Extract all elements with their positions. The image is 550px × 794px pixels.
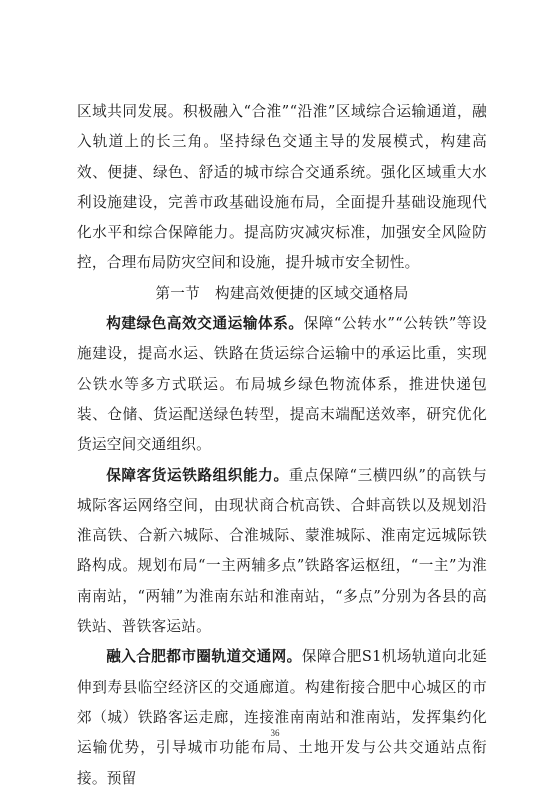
paragraph-text: 重点保障“三横四纵”的高铁与城际客运网络空间，由现状商合杭高铁、合蚌高铁以及规划沿淮高铁、合新六城际、合淮城际、蒙淮城际、淮南定远城际铁路构成。规划布局“一主两辅多点”铁路客运枢纽，“一主”为淮南南站，“两辅”为淮南东站和淮南站，“多点”分别为各县的高铁站、普铁客运站。	[77, 466, 487, 636]
paragraph-hefei-rail	[77, 642, 487, 793]
paragraph-lead: 构建绿色高效交通运输体系。	[106, 315, 304, 333]
paragraph-text: 保障合肥S1机场轨道向北延伸到寿县临空经济区的交通廊道。构建衔接合肥中心城区的市郊（城）铁路客运走廊，连接淮南南站和淮南站，发挥集约化运输优势，引导城市功能布局、土地开发与公共交通站点衔接。预留	[77, 648, 487, 787]
paragraph-text: 保障“公转水”“公转铁”等设施建设，提高水运、铁路在货运综合运输中的承运比重，实现公铁水等多方式联运。布局城乡绿色物流体系，推进快递包装、仓储、货运配送绿色转型，提高末端配送效率，研究优化货运空间交通组织。	[77, 315, 488, 454]
paragraph-railway-capacity	[77, 461, 487, 643]
paragraph-green-transport	[77, 309, 487, 460]
paragraph-lead: 融入合肥都市圈轨道交通网。	[106, 648, 302, 666]
paragraph-regional-development	[77, 97, 487, 279]
page-number: 36	[270, 728, 280, 738]
paragraph-lead: 保障客货运铁路组织能力。	[106, 466, 289, 484]
section-title: 第一节 构建高效便捷的区域交通格局	[155, 284, 409, 302]
page-content	[77, 97, 487, 794]
paragraph-text: 区域共同发展。积极融入“合淮”“沿淮”区域综合运输通道，融入轨道上的长三角。坚持绿色交通主导的发展模式，构建高效、便捷、绿色、舒适的城市综合交通系统。强化区域重大水利设施建设，完善市政基础设施布局，全面提升基础设施现代化水平和综合保障能力。提高防灾减灾标准，加强安全风险防控，合理布局防灾空间和设施，提升城市安全韧性。	[77, 103, 487, 272]
